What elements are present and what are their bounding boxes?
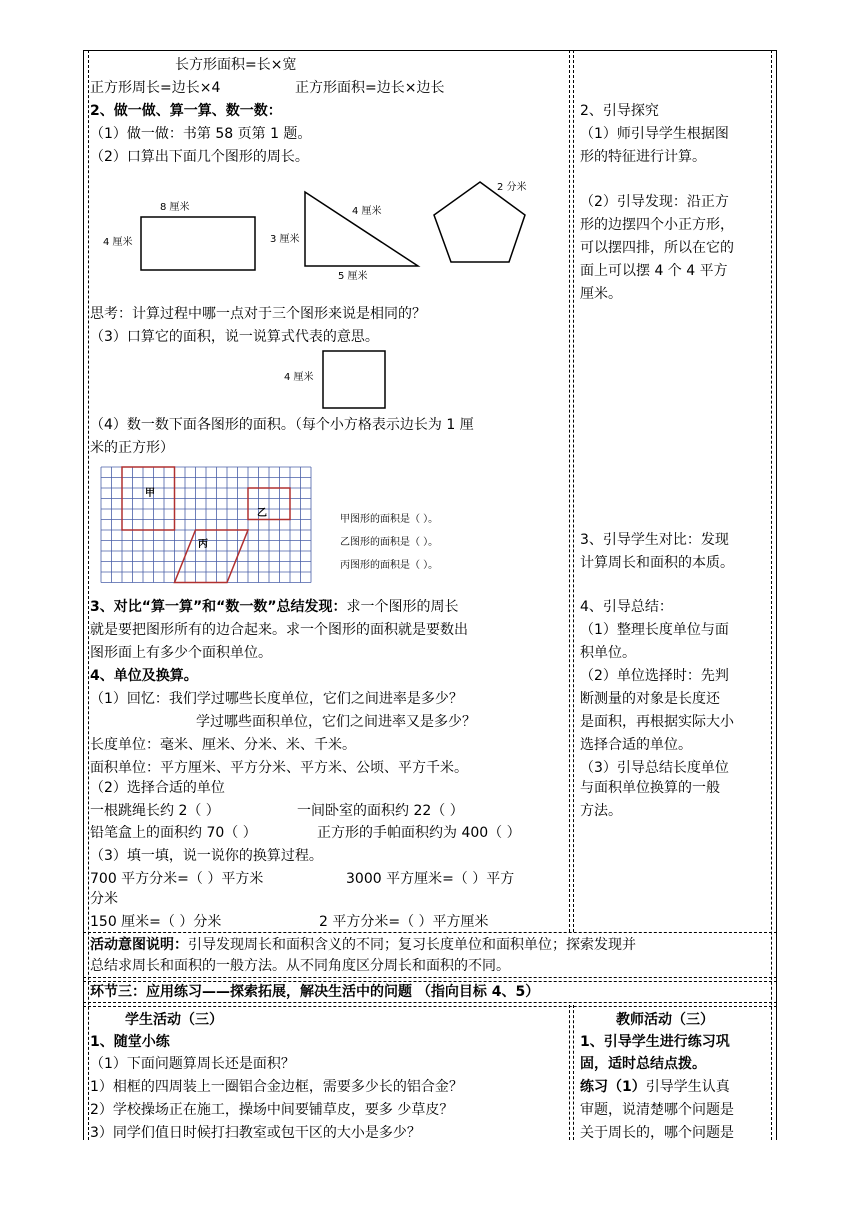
rectangle-length-label: 8 厘米 (160, 202, 190, 213)
task-2: （2）口算出下面几个图形的周长。 (90, 149, 309, 165)
practice-item-2: 2）学校操场正在施工，操场中间要铺草皮，要多 少草皮？ (90, 1102, 454, 1118)
right-line-11: 4、引导总结： (580, 599, 673, 615)
summary-line1 (90, 597, 459, 617)
pentagon-side-label: 2 分米 (497, 182, 527, 193)
convert-3: 150 厘米=（ ）分米 (90, 914, 222, 930)
teacher-line-3 (580, 1077, 730, 1097)
right-line-19: 与面积单位换算的一般 (580, 780, 720, 796)
practice-item-1: 1）相框的四周装上一圈铝合金边框，需要多少长的铝合金？ (90, 1079, 463, 1095)
right-line-12: （1）整理长度单位与面 (580, 622, 729, 638)
think-question: 思考：计算过程中哪一点对于三个图形来说是相同的？ (90, 306, 426, 322)
answer-yi: 乙图形的面积是（ ）。 (340, 537, 439, 548)
practice-item-3: 3）同学们值日时候打扫教室或包干区的大小是多少？ (90, 1125, 421, 1141)
row-divider-4 (83, 1002, 777, 1003)
convert-2: 3000 平方厘米=（ ）平方 (346, 871, 515, 887)
square-perimeter-formula: 正方形周长=边长×4 (90, 80, 221, 96)
square-area-formula: 正方形面积=边长×边长 (295, 80, 445, 96)
right-line-2: （1）师引导学生根据图 (580, 126, 729, 142)
answer-jia: 甲图形的面积是（ ）。 (340, 514, 439, 525)
practice-heading: 1、随堂小练 (90, 1034, 170, 1050)
student-activity-heading: 学生活动（三） (125, 1012, 223, 1028)
intent-text-1: 引导发现周长和面积含义的不同；复习长度单位和面积单位；探索发现并 (188, 937, 636, 953)
convert-2-cont: 分米 (90, 891, 118, 907)
row-divider-1 (83, 932, 777, 933)
practice-question: （1）下面问题算周长还是面积？ (90, 1056, 295, 1072)
right-line-10: 计算周长和面积的本质。 (580, 555, 734, 571)
intent-line2: 总结求周长和面积的一般方法。从不同角度区分周长和面积的不同。 (90, 958, 510, 974)
teacher-line-2: 固，适时总结点拨。 (580, 1056, 706, 1072)
right-line-7: 面上可以摆 4 个 4 平方 (580, 263, 728, 279)
column-divider-c (569, 1005, 570, 1140)
convert-1: 700 平方分米=（ ）平方米 (90, 871, 264, 887)
teacher-activity-heading: 教师活动（三） (616, 1012, 714, 1028)
recall-line1: （1）回忆：我们学过哪些长度单位，它们之间进率是多少？ (90, 691, 463, 707)
summary-line3: 图形面上有多少个面积单位。 (90, 645, 272, 661)
teacher-line-1: 1、引导学生进行练习巩 (580, 1034, 730, 1050)
pencilbox-question: 铅笔盒上的面积约 70（ ） (90, 825, 257, 841)
intent-line1 (90, 935, 636, 955)
shape-yi-label: 乙 (257, 508, 267, 519)
right-line-9: 3、引导学生对比：发现 (580, 532, 729, 548)
choose-unit-heading: （2）选择合适的单位 (90, 780, 225, 796)
triangle-side-b-label: 4 厘米 (352, 206, 382, 217)
task-3: （3）口算它的面积，说一说算式代表的意思。 (90, 329, 379, 345)
summary-heading: 3、对比“算一算”和“数一数”总结发现： (90, 599, 347, 615)
task-4-line1: （4）数一数下面各图形的面积。（每个小方格表示边长为 1 厘 (90, 417, 474, 433)
area-units: 面积单位：平方厘米、平方分米、平方米、公顷、平方千米。 (90, 760, 468, 776)
right-line-5: 形的边摆四个小正方形， (580, 217, 734, 233)
right-line-18: （3）引导总结长度单位 (580, 760, 729, 776)
right-line-4: （2）引导发现：沿正方 (580, 194, 729, 210)
right-line-20: 方法。 (580, 803, 622, 819)
right-line-15: 断测量的对象是长度还 (580, 691, 720, 707)
handkerchief-question: 正方形的手帕面积约为 400（ ） (317, 825, 521, 841)
section-2-heading: 2、做一做、算一算、数一数： (90, 103, 282, 119)
teacher-line-4: 审题，说清楚哪个问题是 (580, 1102, 734, 1118)
bedroom-question: 一间卧室的面积约 22（ ） (297, 803, 464, 819)
summary-text: 求一个图形的周长 (346, 599, 459, 615)
right-line-6: 可以摆四排，所以在它的 (580, 240, 734, 256)
triangle-side-a-label: 3 厘米 (270, 234, 300, 245)
rectangle-width-label: 4 厘米 (103, 237, 133, 248)
right-line-3: 形的特征进行计算。 (580, 149, 706, 165)
rope-question: 一根跳绳长约 2（ ） (90, 803, 220, 819)
row-divider-5 (83, 1006, 777, 1007)
column-divider-d (573, 1005, 574, 1140)
summary-line2: 就是要把图形所有的边合起来。求一个图形的面积就是要数出 (90, 622, 468, 638)
length-units: 长度单位：毫米、厘米、分米、米、千米。 (90, 737, 356, 753)
guide-explore: 2、引导探究 (580, 103, 659, 119)
right-line-16: 是面积，再根据实际大小 (580, 714, 734, 730)
square-side-label: 4 厘米 (284, 372, 314, 383)
shape-bing (175, 530, 249, 583)
teacher-line-5: 关于周长的，哪个问题是 (580, 1125, 734, 1141)
answer-bing: 丙图形的面积是（ ）。 (340, 560, 439, 571)
row-divider-2 (83, 977, 777, 978)
section-4-heading: 4、单位及换算。 (90, 668, 198, 684)
triangle-side-c-label: 5 厘米 (338, 271, 368, 282)
rect-area-formula: 长方形面积=长×宽 (175, 57, 297, 73)
right-line-14: （2）单位选择时：先判 (580, 668, 729, 684)
intent-label: 活动意图说明： (90, 937, 188, 953)
recall-line2: 学过哪些面积单位，它们之间进率又是多少？ (196, 714, 476, 730)
shape-jia-label: 甲 (145, 488, 155, 499)
right-line-8: 厘米。 (580, 286, 622, 302)
task-1: （1）做一做：书第 58 页第 1 题。 (90, 126, 312, 142)
fill-in-heading: （3）填一填，说一说你的换算过程。 (90, 848, 323, 864)
right-line-17: 选择合适的单位。 (580, 737, 692, 753)
shape-bing-label: 丙 (198, 539, 208, 550)
right-line-13: 积单位。 (580, 645, 636, 661)
task-4-line2: 米的正方形） (90, 440, 174, 456)
section-3-title: 环节三：应用练习——探索拓展，解决生活中的问题 （指向目标 4、5） (90, 984, 540, 1000)
exercise-text: 引导学生认真 (645, 1079, 730, 1095)
exercise-label: 练习（1） (580, 1079, 646, 1095)
convert-4: 2 平方分米=（ ）平方厘米 (319, 914, 489, 930)
